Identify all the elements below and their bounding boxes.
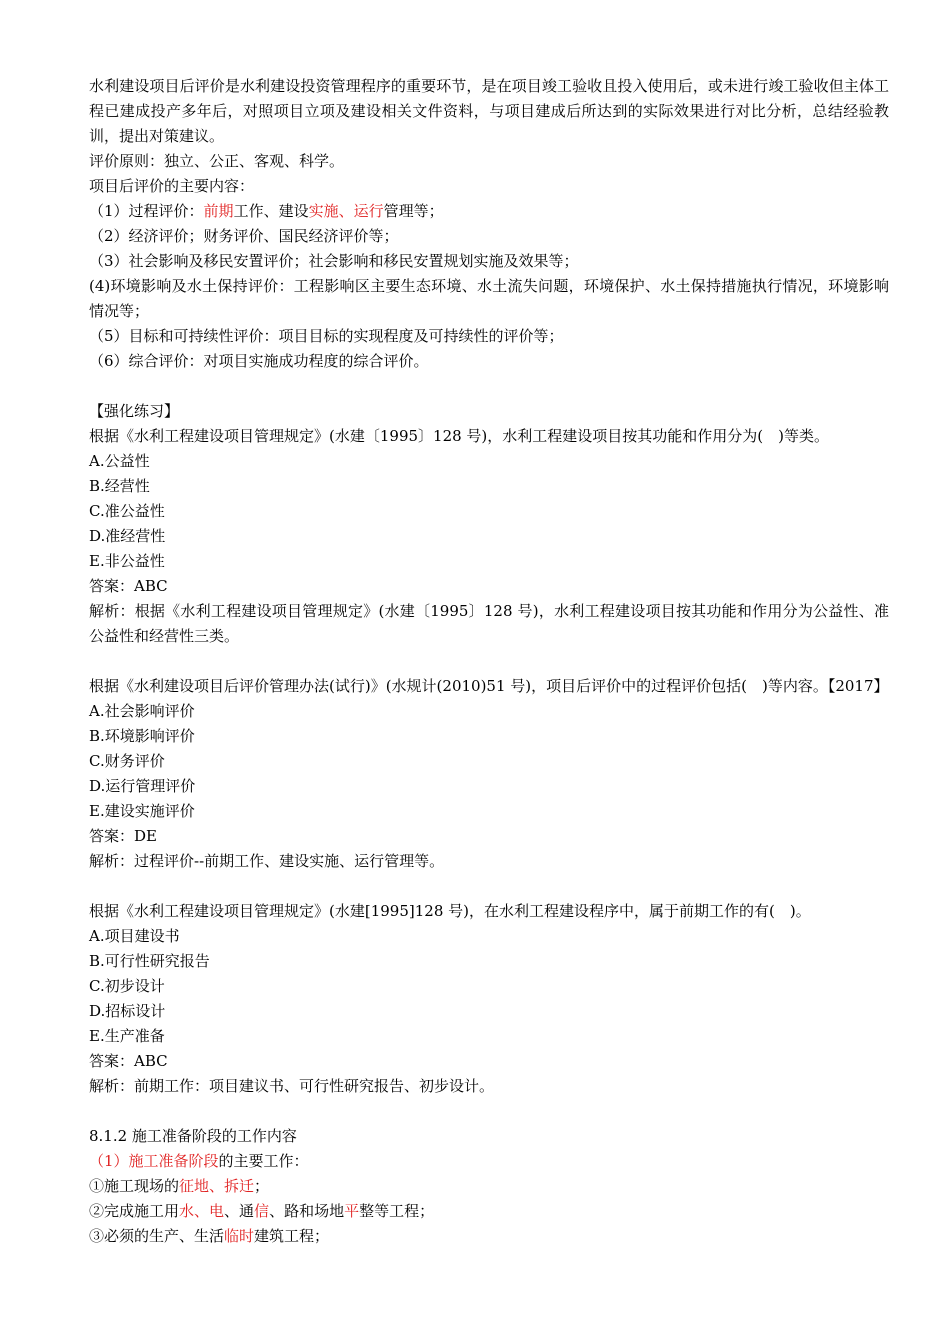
q2-stem: 根据《水利建设项目后评价管理办法(试行)》(水规计(2010)51 号)，项目后评价中的过程评价包括( )等内容。【2017】 (89, 677, 889, 695)
spacer (89, 374, 889, 399)
spacer (89, 874, 889, 899)
sub-text-b: 的主要工作： (218, 1152, 309, 1170)
q2-option: D.运行管理评价 (89, 777, 196, 795)
sub-highlight-a: （1）施工准备阶段 (89, 1152, 219, 1170)
work-item-2 (89, 1199, 889, 1224)
section-subheading (89, 1149, 889, 1174)
q2-option: E.建设实施评价 (89, 802, 195, 820)
intro-paragraph: 水利建设项目后评价是水利建设投资管理程序的重要环节，是在项目竣工验收且投入使用后，或未进行竣工验收但主体工程已建成投产多年后，对照项目立项及建设相关文件资料，与项目建成后所达到的实际效果进行对比分析，总结经验教训，提出对策建议。 (89, 77, 889, 145)
item1-highlight-d: 实施、运行 (308, 202, 384, 220)
q3-option: E.生产准备 (89, 1027, 165, 1045)
evaluation-principle: 评价原则：独立、公正、客观、科学。 (89, 152, 345, 170)
q1-stem: 根据《水利工程建设项目管理规定》(水建〔1995〕128 号)，水利工程建设项目按其功能和作用分为( )等类。 (89, 427, 829, 445)
section-heading: 8.1.2 施工准备阶段的工作内容 (89, 1127, 297, 1145)
item1-highlight-b: 前期 (203, 202, 234, 220)
w1-highlight-b: 征地、拆迁 (179, 1177, 255, 1195)
work-item-1 (89, 1174, 889, 1199)
w2-text-c: 、通 (224, 1202, 255, 1220)
content-item-5: （5）目标和可持续性评价：项目目标的实现程度及可持续性的评价等； (89, 327, 564, 345)
item1-text-c: 工作、建设 (233, 202, 309, 220)
q3-option: D.招标设计 (89, 1002, 166, 1020)
content-item-6: （6）综合评价：对项目实施成功程度的综合评价。 (89, 352, 429, 370)
q3-option: B.可行性研究报告 (89, 952, 210, 970)
q2-answer: 答案：DE (89, 827, 157, 845)
document-page (89, 74, 889, 1249)
q2-option: C.财务评价 (89, 752, 165, 770)
content-item-3: （3）社会影响及移民安置评价；社会影响和移民安置规划实施及效果等； (89, 252, 579, 270)
practice-title: 【强化练习】 (89, 402, 180, 420)
q1-answer: 答案：ABC (89, 577, 168, 595)
q2-option: A.社会影响评价 (89, 702, 195, 720)
w2-highlight-d: 信 (254, 1202, 270, 1220)
w2-text-g: 整等工程； (359, 1202, 435, 1220)
q1-option: E.非公益性 (89, 552, 165, 570)
q1-analysis: 解析：根据《水利工程建设项目管理规定》(水建〔1995〕128 号)，水利工程建设项目按其功能和作用分为公益性、准公益性和经营性三类。 (89, 602, 889, 645)
w1-text-a: ①施工现场的 (89, 1177, 180, 1195)
q1-option: B.经营性 (89, 477, 150, 495)
w2-text-a: ②完成施工用 (89, 1202, 180, 1220)
q3-option: C.初步设计 (89, 977, 165, 995)
item1-text-a: （1）过程评价： (89, 202, 204, 220)
spacer (89, 1099, 889, 1124)
q3-stem: 根据《水利工程建设项目管理规定》(水建[1995]128 号)，在水利工程建设程序中，属于前期工作的有( )。 (89, 902, 811, 920)
q1-option: D.准经营性 (89, 527, 166, 545)
content-item-1 (89, 199, 889, 224)
w3-text-a: ③必须的生产、生活 (89, 1227, 225, 1245)
q1-option: A.公益性 (89, 452, 150, 470)
q3-option: A.项目建设书 (89, 927, 180, 945)
w2-highlight-b: 水、电 (179, 1202, 225, 1220)
item1-text-e: 管理等； (383, 202, 444, 220)
work-item-3 (89, 1224, 889, 1249)
w3-highlight-b: 临时 (224, 1227, 255, 1245)
q1-option: C.准公益性 (89, 502, 165, 520)
content-item-4: (4)环境影响及水土保持评价：工程影响区主要生态环境、水土流失问题，环境保护、水土保持措施执行情况，环境影响情况等； (89, 277, 889, 320)
spacer (89, 649, 889, 674)
w1-text-c: ； (254, 1177, 270, 1195)
content-item-2: （2）经济评价；财务评价、国民经济评价等； (89, 227, 399, 245)
q2-option: B.环境影响评价 (89, 727, 195, 745)
w3-text-c: 建筑工程； (254, 1227, 330, 1245)
q2-analysis: 解析：过程评价--前期工作、建设实施、运行管理等。 (89, 852, 445, 870)
q3-answer: 答案：ABC (89, 1052, 168, 1070)
content-title: 项目后评价的主要内容： (89, 177, 255, 195)
w2-highlight-f: 平 (344, 1202, 360, 1220)
q3-analysis: 解析：前期工作：项目建议书、可行性研究报告、初步设计。 (89, 1077, 495, 1095)
w2-text-e: 、路和场地 (269, 1202, 345, 1220)
